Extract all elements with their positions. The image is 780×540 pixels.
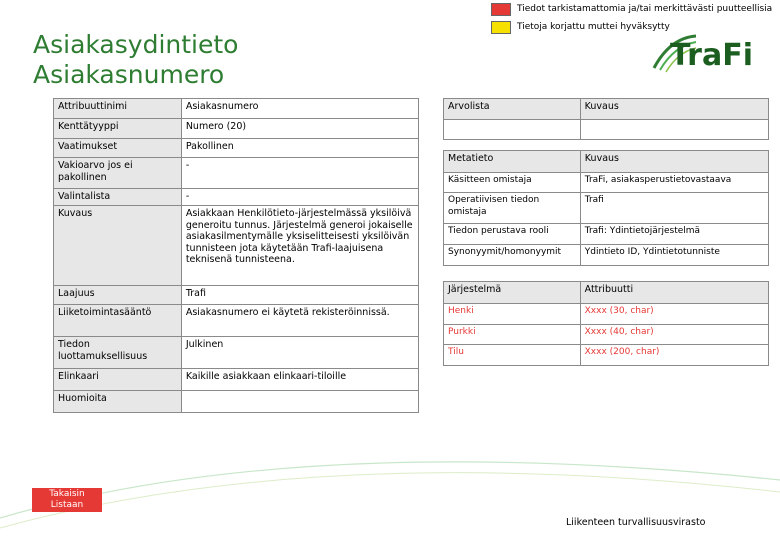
attr-label: Liiketoimintasääntö	[54, 305, 182, 337]
meta-value: Trafi	[580, 193, 768, 224]
table-row	[444, 224, 769, 245]
attr-label: Elinkaari	[54, 369, 182, 391]
system-attr: Xxxx (200, char)	[580, 345, 768, 366]
table-row	[54, 369, 419, 391]
table-row	[54, 158, 419, 189]
table-row	[54, 189, 419, 206]
attr-label: Laajuus	[54, 286, 182, 305]
table-header-row	[444, 151, 769, 173]
attr-label: Vakioarvo jos ei pakollinen	[54, 158, 182, 189]
footer-agency-name: Liikenteen turvallisuusvirasto	[566, 517, 706, 528]
legend-red-text: Tiedot tarkistamattomia ja/tai merkittävästi puutteellisia	[517, 4, 773, 14]
table-row	[54, 119, 419, 139]
system-attr: Xxxx (40, char)	[580, 325, 768, 345]
jarjestelma-header: Järjestelmä	[444, 282, 581, 304]
system-name: Tilu	[444, 345, 581, 366]
legend-yellow-text: Tietoja korjattu muttei hyväksytty	[517, 22, 670, 32]
attribute-table	[53, 98, 419, 413]
table-row	[444, 245, 769, 266]
meta-key: Käsitteen omistaja	[444, 173, 581, 193]
attr-label: Huomioita	[54, 391, 182, 413]
table-row	[444, 173, 769, 193]
system-name: Purkki	[444, 325, 581, 345]
attr-value: Kaikille asiakkaan elinkaari-tiloille	[181, 369, 418, 391]
meta-key: Synonyymit/homonyymit	[444, 245, 581, 266]
table-row	[54, 206, 419, 286]
kuvaus-header: Kuvaus	[580, 99, 768, 120]
back-button-line2: Listaan	[50, 500, 84, 510]
table-row	[54, 286, 419, 305]
table-row	[444, 193, 769, 224]
table-row	[54, 99, 419, 119]
attr-label: Kuvaus	[54, 206, 182, 286]
system-name: Henki	[444, 304, 581, 325]
attr-label: Attribuuttinimi	[54, 99, 182, 119]
attr-value: Trafi	[181, 286, 418, 305]
attr-label: Tiedon luottamuksellisuus	[54, 337, 182, 369]
table-row	[54, 391, 419, 413]
table-row	[54, 305, 419, 337]
metatieto-header: Metatieto	[444, 151, 581, 173]
legend-red-swatch	[491, 3, 511, 16]
back-button-line1: Takaisin	[49, 489, 85, 499]
arvolista-header: Arvolista	[444, 99, 581, 120]
table-row	[444, 345, 769, 366]
meta-value: TraFi, asiakasperustietovastaava	[580, 173, 768, 193]
page-title-line1: Asiakasydintieto	[33, 30, 239, 59]
table-header-row	[444, 282, 769, 304]
arvolista-table	[443, 98, 769, 140]
attr-value: Asiakasnumero	[181, 99, 418, 119]
table-row	[444, 325, 769, 345]
meta-value: Trafi: Ydintietojärjestelmä	[580, 224, 768, 245]
attr-value: Numero (20)	[181, 119, 418, 139]
table-row	[444, 304, 769, 325]
arvolista-cell	[444, 120, 581, 140]
attr-label: Valintalista	[54, 189, 182, 206]
attribuutti-header: Attribuutti	[580, 282, 768, 304]
legend-yellow-swatch	[491, 21, 511, 34]
logo-text: TraFi	[670, 38, 753, 73]
trafi-logo	[650, 30, 765, 80]
attr-label: Vaatimukset	[54, 139, 182, 158]
meta-key: Operatiivisen tiedon omistaja	[444, 193, 581, 224]
attr-value: Pakollinen	[181, 139, 418, 158]
table-row	[54, 139, 419, 158]
attr-value: -	[181, 158, 418, 189]
meta-key: Tiedon perustava rooli	[444, 224, 581, 245]
kuvaus-header: Kuvaus	[580, 151, 768, 173]
attr-value: -	[181, 189, 418, 206]
jarjestelma-table	[443, 281, 769, 366]
attr-value	[181, 391, 418, 413]
page-title-line2: Asiakasnumero	[33, 60, 225, 89]
table-row	[54, 337, 419, 369]
attr-label: Kenttätyyppi	[54, 119, 182, 139]
table-header-row	[444, 99, 769, 120]
metatieto-table	[443, 150, 769, 266]
attr-value: Julkinen	[181, 337, 418, 369]
meta-value: Ydintieto ID, Ydintietotunniste	[580, 245, 768, 266]
arvolista-desc-cell	[580, 120, 768, 140]
attr-value: Asiakkaan Henkilötieto-järjestelmässä yksilöivä generoitu tunnus. Järjestelmä generoi jokaiselle asiakasilmentymälle yksiselitteisesti yksilöivän tunnisteen jota käytetään Trafi-laajuisena teknisenä tunnisteena.	[181, 206, 418, 286]
table-row	[444, 120, 769, 140]
back-to-list-button[interactable]	[32, 488, 102, 512]
attr-value: Asiakasnumero ei käytetä rekisteröinnissä.	[181, 305, 418, 337]
system-attr: Xxxx (30, char)	[580, 304, 768, 325]
